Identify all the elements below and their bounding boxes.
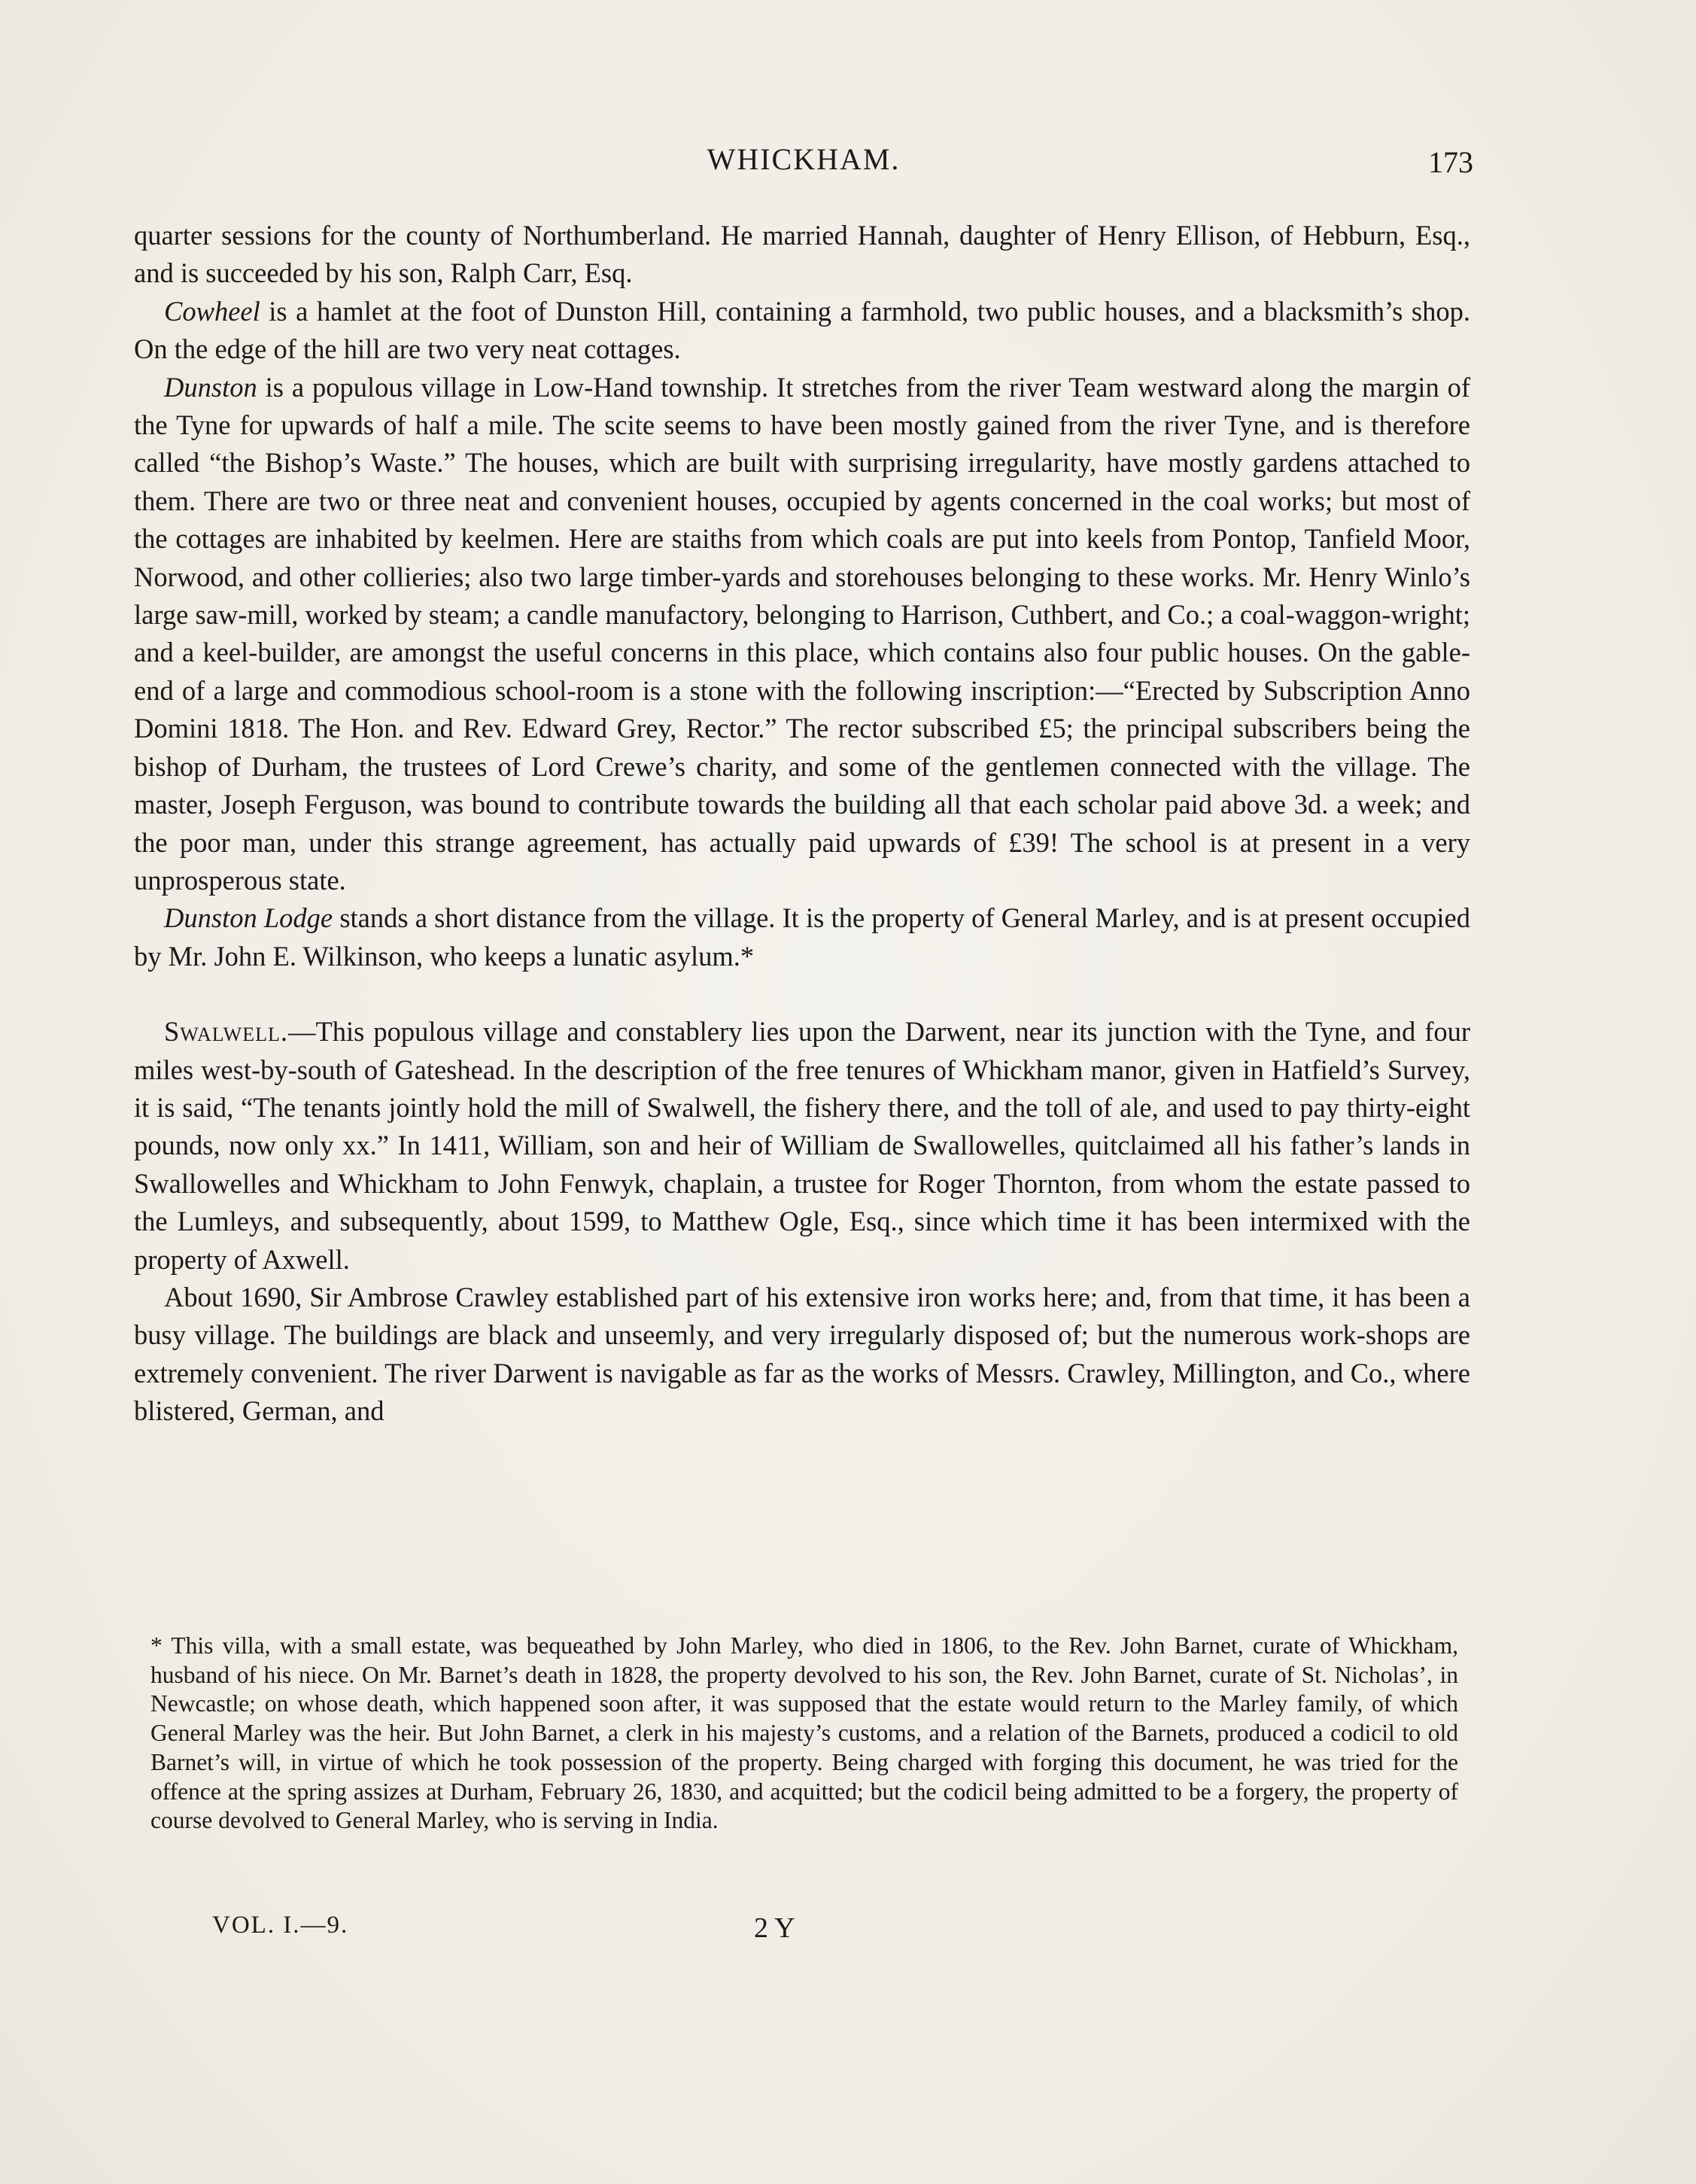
place-name: Cowheel (164, 295, 260, 327)
place-name: Dunston Lodge (164, 902, 333, 934)
paragraph: About 1690, Sir Ambrose Crawley established part of his extensive iron works here; and, from that time, it has been a busy village. The buildings are black and unseemly, and very irregularly disposed of; but the numerous work-shops are extremely convenient. The river Darwent is navigable as far as the works of Messrs. Crawley, Millington, and Co., where blistered, German, and (134, 1281, 1470, 1427)
page-number: 173 (1428, 145, 1473, 179)
paragraph (134, 1013, 1470, 1279)
footnote-text: * This villa, with a small estate, was bequeathed by John Marley, who died in 1806, to the Rev. John Barnet, curate of Whickham, husband of his niece. On Mr. Barnet’s death in 1828, the property devolved to his son, the Rev. John Barnet, curate of St. Nicholas’, in Newcastle; on whose death, which happened soon after, it was supposed that the estate would return to the Marley family, of which General Marley was the heir. But John Barnet, a clerk in his majesty’s customs, and a relation of the Barnets, produced a codicil to old Barnet’s will, in virtue of which he took possession of the property. Being charged with forging this document, he was tried for the offence at the spring assizes at Durham, February 26, 1830, and acquitted; but the codicil being admitted to be a forgery, the property of course devolved to General Marley, who is serving in India. (150, 1632, 1458, 1834)
paragraph (134, 293, 1470, 369)
paragraph (134, 369, 1470, 900)
paragraph-text: —This populous village and constablery lies upon the Darwent, near its junction with the Tyne, and four miles west-by-south of Gateshead. In the description of the free tenures of Whickham manor, given in Hatfield’s Survey, it is said, “The tenants jointly hold the mill of Swalwell, the fishery there, and the toll of ale, and used to pay thirty-eight pounds, now only xx.” In 1411, William, son and heir of William de Swallowelles, quitclaimed all his father’s lands in Swallowelles and Whickham to John Fenwyk, chaplain, a trustee for Roger Thornton, from whom the estate passed to the Lumleys, and subsequently, about 1599, to Matthew Ogle, Esq., since which time it has been intermixed with the property of Axwell. (134, 1016, 1470, 1275)
volume-mark: VOL. I.—9. (212, 1912, 349, 1939)
running-title: WHICKHAM. (707, 142, 901, 176)
signature-line (212, 1912, 814, 1949)
paragraph-text: is a populous village in Low-Hand township. It stretches from the river Team westward along the margin of the Tyne for upwards of half a mile. The scite seems to have been mostly gained from the river Tyne, and is therefore called “the Bishop’s Waste.” The houses, which are built with surprising irregularity, have mostly gardens attached to them. There are two or three neat and convenient houses, occupied by agents concerned in the coal works; but most of the cottages are inhabited by keelmen. Here are staiths from which coals are put into keels from Pontop, Tanfield Moor, Norwood, and other collieries; also two large timber-yards and storehouses belonging to these works. Mr. Henry Winlo’s large saw-mill, worked by steam; a candle manufactory, belonging to Harrison, Cuthbert, and Co.; a coal-waggon-wright; and a keel-builder, are amongst the useful concerns in this place, which contains also four public houses. On the gable-end of a large and commodious school-room is a stone with the following inscription:—“Erected by Subscription Anno Domini 1818. The Hon. and Rev. Edward Grey, Rector.” The rector subscribed £5; the principal subscribers being the bishop of Durham, the trustees of Lord Crewe’s charity, and some of the gentlemen connected with the village. The master, Joseph Ferguson, was bound to contribute towards the building all that each scholar paid above 3d. a week; and the poor man, under this strange agreement, has actually paid upwards of £39! The school is at present in a very unprosperous state. (134, 371, 1470, 896)
signature-mark: 2 Y (754, 1912, 795, 1944)
section-heading: Swalwell. (164, 1016, 288, 1048)
footnote (150, 1632, 1458, 1836)
paragraph (134, 899, 1470, 975)
main-text (134, 217, 1470, 1431)
place-name: Dunston (164, 371, 257, 403)
paragraph: quarter sessions for the county of Northumberland. He married Hannah, daughter of Henry Ellison, of Hebburn, Esq., and is succeeded by his son, Ralph Carr, Esq. (134, 220, 1470, 289)
page-header (134, 141, 1473, 187)
paragraph-text: is a hamlet at the foot of Dunston Hill, containing a farmhold, two public houses, and a blacksmith’s shop. On the edge of the hill are two very neat cottages. (134, 295, 1470, 365)
paragraph-text: stands a short distance from the village. It is the property of General Marley, and is at present occupied by Mr. John E. Wilkinson, who keeps a lunatic asylum.* (134, 902, 1470, 972)
